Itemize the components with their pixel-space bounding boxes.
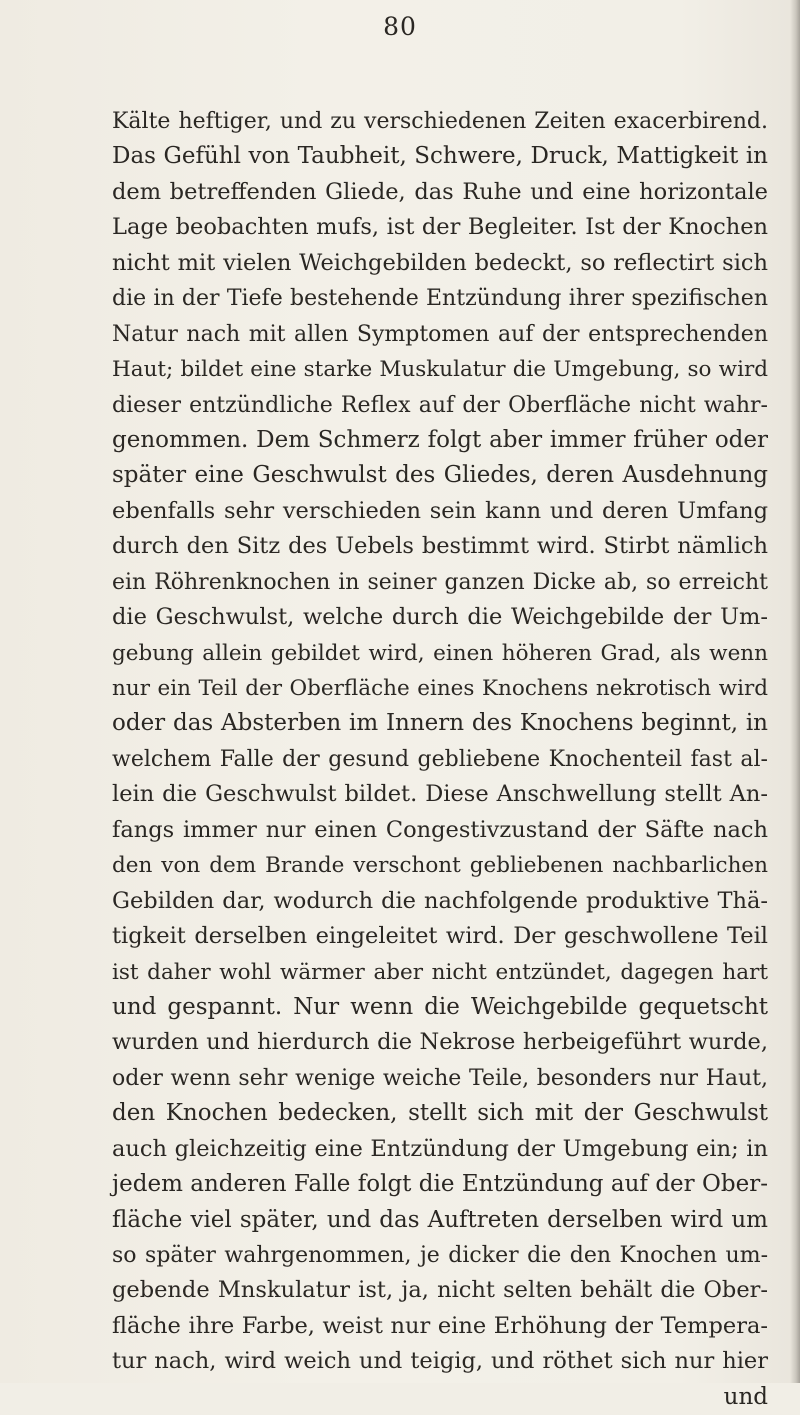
text-line: durch den Sitz des Uebels bestimmt wird. Stirbt nämlich [112, 533, 768, 560]
text-line: nicht mit vielen Weichgebilden bedeckt, so reflectirt sich [112, 249, 768, 276]
text-line: Gebilden dar, wodurch die nachfolgende produktive Thä- [112, 887, 768, 914]
text-line: jedem anderen Falle folgt die Entzündung auf der Ober- [112, 1171, 768, 1198]
text-line: tigkeit derselben eingeleitet wird. Der geschwollene Teil [112, 923, 768, 950]
text-line: ebenfalls sehr verschieden sein kann und deren Umfang [112, 497, 768, 524]
text-line: welchem Falle der gesund gebliebene Knochenteil fast al- [112, 746, 768, 772]
text-line: fläche ihre Farbe, weist nur eine Erhöhung der Tempera- [112, 1312, 768, 1339]
text-line: wurden und hierdurch die Nekrose herbeigeführt wurde, [112, 1029, 768, 1056]
text-line: Haut; bildet eine starke Muskulatur die Umgebung, so wird [112, 357, 768, 383]
text-line: die Geschwulst, welche durch die Weichgebilde der Um- [112, 604, 768, 631]
text-line: die in der Tiefe bestehende Entzündung ihrer spezifischen [112, 286, 768, 312]
body-text [112, 104, 768, 1415]
text-line: ein Röhrenknochen in seiner ganzen Dicke ab, so erreicht [112, 569, 768, 595]
text-line: Natur nach mit allen Symptomen auf der entsprechenden [112, 321, 768, 347]
text-line: oder das Absterben im Innern des Knochens beginnt, in [112, 710, 768, 737]
page-edge-shadow [790, 0, 800, 1383]
text-line: nur ein Teil der Oberfläche eines Knochens nekrotisch wird [112, 676, 768, 701]
text-line: gebung allein gebildet wird, einen höheren Grad, als wenn [112, 640, 768, 666]
text-line: fläche viel später, und das Auftreten derselben wird um [112, 1206, 768, 1233]
text-line: oder wenn sehr wenige weiche Teile, besonders nur Haut, [112, 1065, 768, 1091]
text-line: lein die Geschwulst bildet. Diese Anschwellung stellt An- [112, 781, 768, 808]
page-number: 80 [383, 12, 417, 41]
text-line: genommen. Dem Schmerz folgt aber immer früher oder [112, 426, 768, 453]
text-line: tur nach, wird weich und teigig, und röthet sich nur hier [112, 1348, 768, 1375]
text-line: später eine Geschwulst des Gliedes, deren Ausdehnung [112, 462, 768, 489]
catchword: und [723, 1383, 768, 1410]
text-line: gebende Mnskulatur ist, ja, nicht selten behält die Ober- [112, 1277, 768, 1304]
text-line: Lage beobachten mufs, ist der Begleiter. Ist der Knochen [112, 214, 768, 241]
text-line: Das Gefühl von Taubheit, Schwere, Druck, Mattigkeit in [112, 143, 768, 170]
text-line: auch gleichzeitig eine Entzündung der Umgebung ein; in [112, 1135, 768, 1162]
text-line: den von dem Brande verschont gebliebenen nachbarlichen [112, 853, 768, 879]
text-line: Kälte heftiger, und zu verschiedenen Zeiten exacerbirend. [112, 109, 768, 134]
text-line: so später wahrgenommen, je dicker die den Knochen um- [112, 1243, 768, 1268]
text-line: ist daher wohl wärmer aber nicht entzündet, dagegen hart [112, 959, 768, 985]
text-line: dieser entzündliche Reflex auf der Oberfläche nicht wahr- [112, 392, 768, 418]
text-line: den Knochen bedecken, stellt sich mit der Geschwulst [112, 1100, 768, 1127]
text-line: und gespannt. Nur wenn die Weichgebilde gequetscht [112, 993, 768, 1020]
text-line: fangs immer nur einen Congestivzustand der Säfte nach [112, 816, 768, 843]
text-line: dem betreffenden Gliede, das Ruhe und eine horizontale [112, 178, 768, 205]
